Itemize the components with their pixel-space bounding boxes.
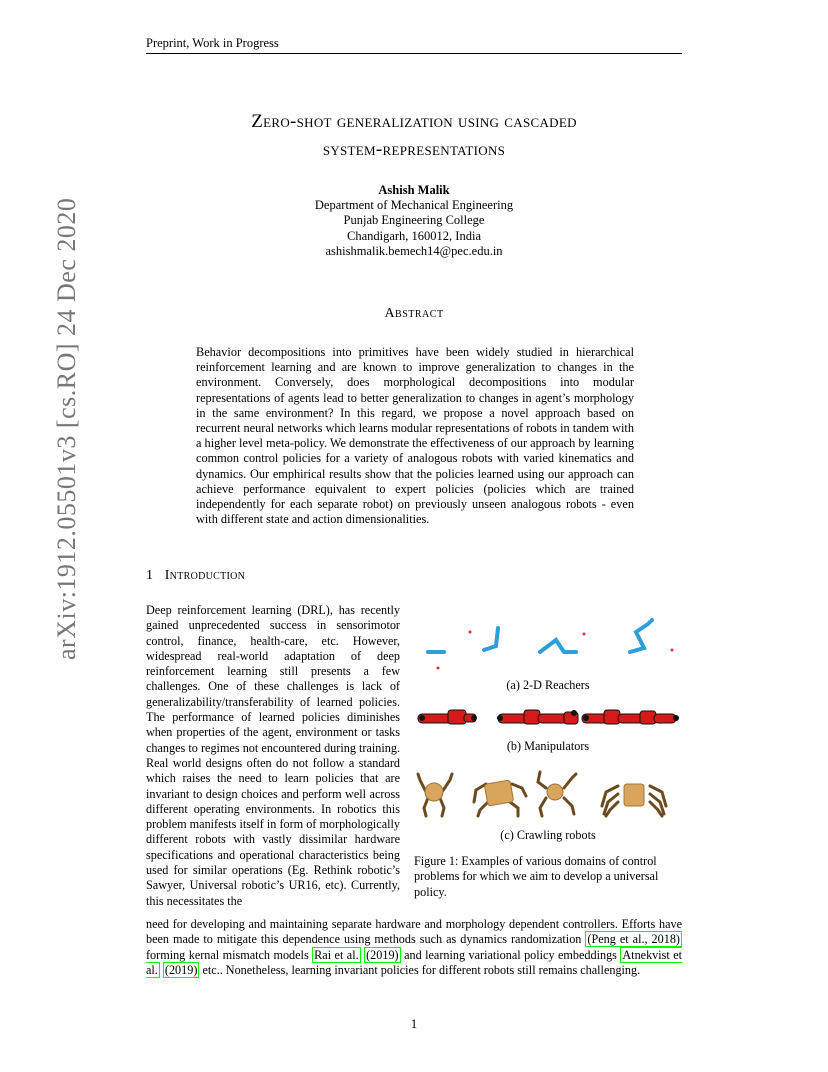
crawlers-image — [414, 766, 682, 818]
intro-text-4: etc.. Nonetheless, learning invariant policies for different robots still remains challenging. — [199, 962, 641, 977]
intro-text-3: and learning variational policy embeddings — [400, 947, 621, 962]
paper-title — [146, 108, 682, 164]
author-block — [146, 183, 682, 259]
intro-left-column: Deep reinforcement learning (DRL), has recently gained unprecedented success in sensorimotor control, finance, health-care, etc. However, widespread real-world adaptation of deep reinforcement learning still presents a few challenges. One of these challenges is lack of generalizability/transferability of learned policies. The performance of learned policies diminishes when properties of the agent, environment or tasks changes to regimes not encountered during training. Real world designs often do not follow a standard which raises the need to learn policies that are invariant to design choices and perform well across different operating environments. In robotics this problem manifests itself in form of morphologically different robots with vastly dissimilar hardware specifications and operational characteristics being used for similar operations (Eg. Rethink robotic’s Sawyer, Universal robotic’s UR16, etc). Currently, this necessitates the — [146, 603, 400, 908]
figure-caption: Figure 1: Examples of various domains of control problems for which we aim to develop a universal policy. — [414, 854, 659, 899]
header-rule — [146, 53, 682, 54]
running-header: Preprint, Work in Progress — [146, 36, 279, 50]
author-email[interactable]: ashishmalik.bemech14@pec.edu.in — [325, 243, 503, 258]
intro-text-2: forming kernal mismatch models — [146, 947, 313, 962]
arxiv-sidebar: arXiv:1912.05501v3 [cs.RO] 24 Dec 2020 — [52, 197, 81, 660]
citation-rai-year[interactable]: (2019) — [366, 947, 399, 962]
intro-full-width — [146, 917, 682, 978]
intro-text-1: need for developing and maintaining separate hardware and morphology dependent controllers. Efforts have been made to mitigate this dependence using methods such as dynamics randomization — [146, 917, 682, 947]
section-number: 1 — [146, 568, 154, 583]
citation-peng[interactable]: (Peng et al., 2018) — [587, 932, 680, 947]
reachers-image — [414, 606, 682, 676]
abstract-heading: Abstract — [384, 306, 444, 321]
section-title: Introduction — [164, 568, 246, 583]
author-college: Punjab Engineering College — [343, 213, 485, 228]
author-city: Chandigarh, 160012, India — [346, 228, 481, 243]
page-number: 1 — [410, 1017, 418, 1031]
subcaption-a: (a) 2-D Reachers — [506, 678, 590, 692]
citation-atnekvist-year[interactable]: (2019) — [164, 962, 198, 977]
figure-1 — [414, 606, 682, 846]
author-name: Ashish Malik — [378, 183, 450, 197]
title-line-1: Zero-shot generalization using cascaded — [251, 111, 577, 132]
manipulators-image — [414, 704, 682, 732]
subcaption-b: (b) Manipulators — [506, 739, 590, 753]
citation-atnekvist-name[interactable]: Atnekvist et al. — [146, 947, 683, 977]
abstract-text: Behavior decompositions into primitives have been widely studied in hierarchical reinforcement learning and are known to improve generalization to changes in the environment. Conversely, does morphological decompositions into modular representations of agents lead to better generalization to changes in agent’s morphology in the same environment? In this regard, we propose a novel approach based on recurrent neural networks which learns modular representations of robots in tandem with a higher level meta-policy. We demonstrate the effectiveness of our approach by learning common control policies for a variety of analogous robots with varied kinematics and dynamics. Our emphirical results show that the policies learned using our approach can achieve performance equivalent to expert policies (policies which are trained independently for each separate robot) on previously unseen analogous robots - even with different state and action dimensionalities. — [196, 345, 634, 527]
subcaption-c: (c) Crawling robots — [500, 828, 596, 842]
author-dept: Department of Mechanical Engineering — [314, 198, 514, 213]
citation-rai-name[interactable]: Rai et al. — [314, 947, 359, 962]
title-line-2: system-representations — [322, 139, 506, 160]
section-heading — [146, 568, 245, 584]
